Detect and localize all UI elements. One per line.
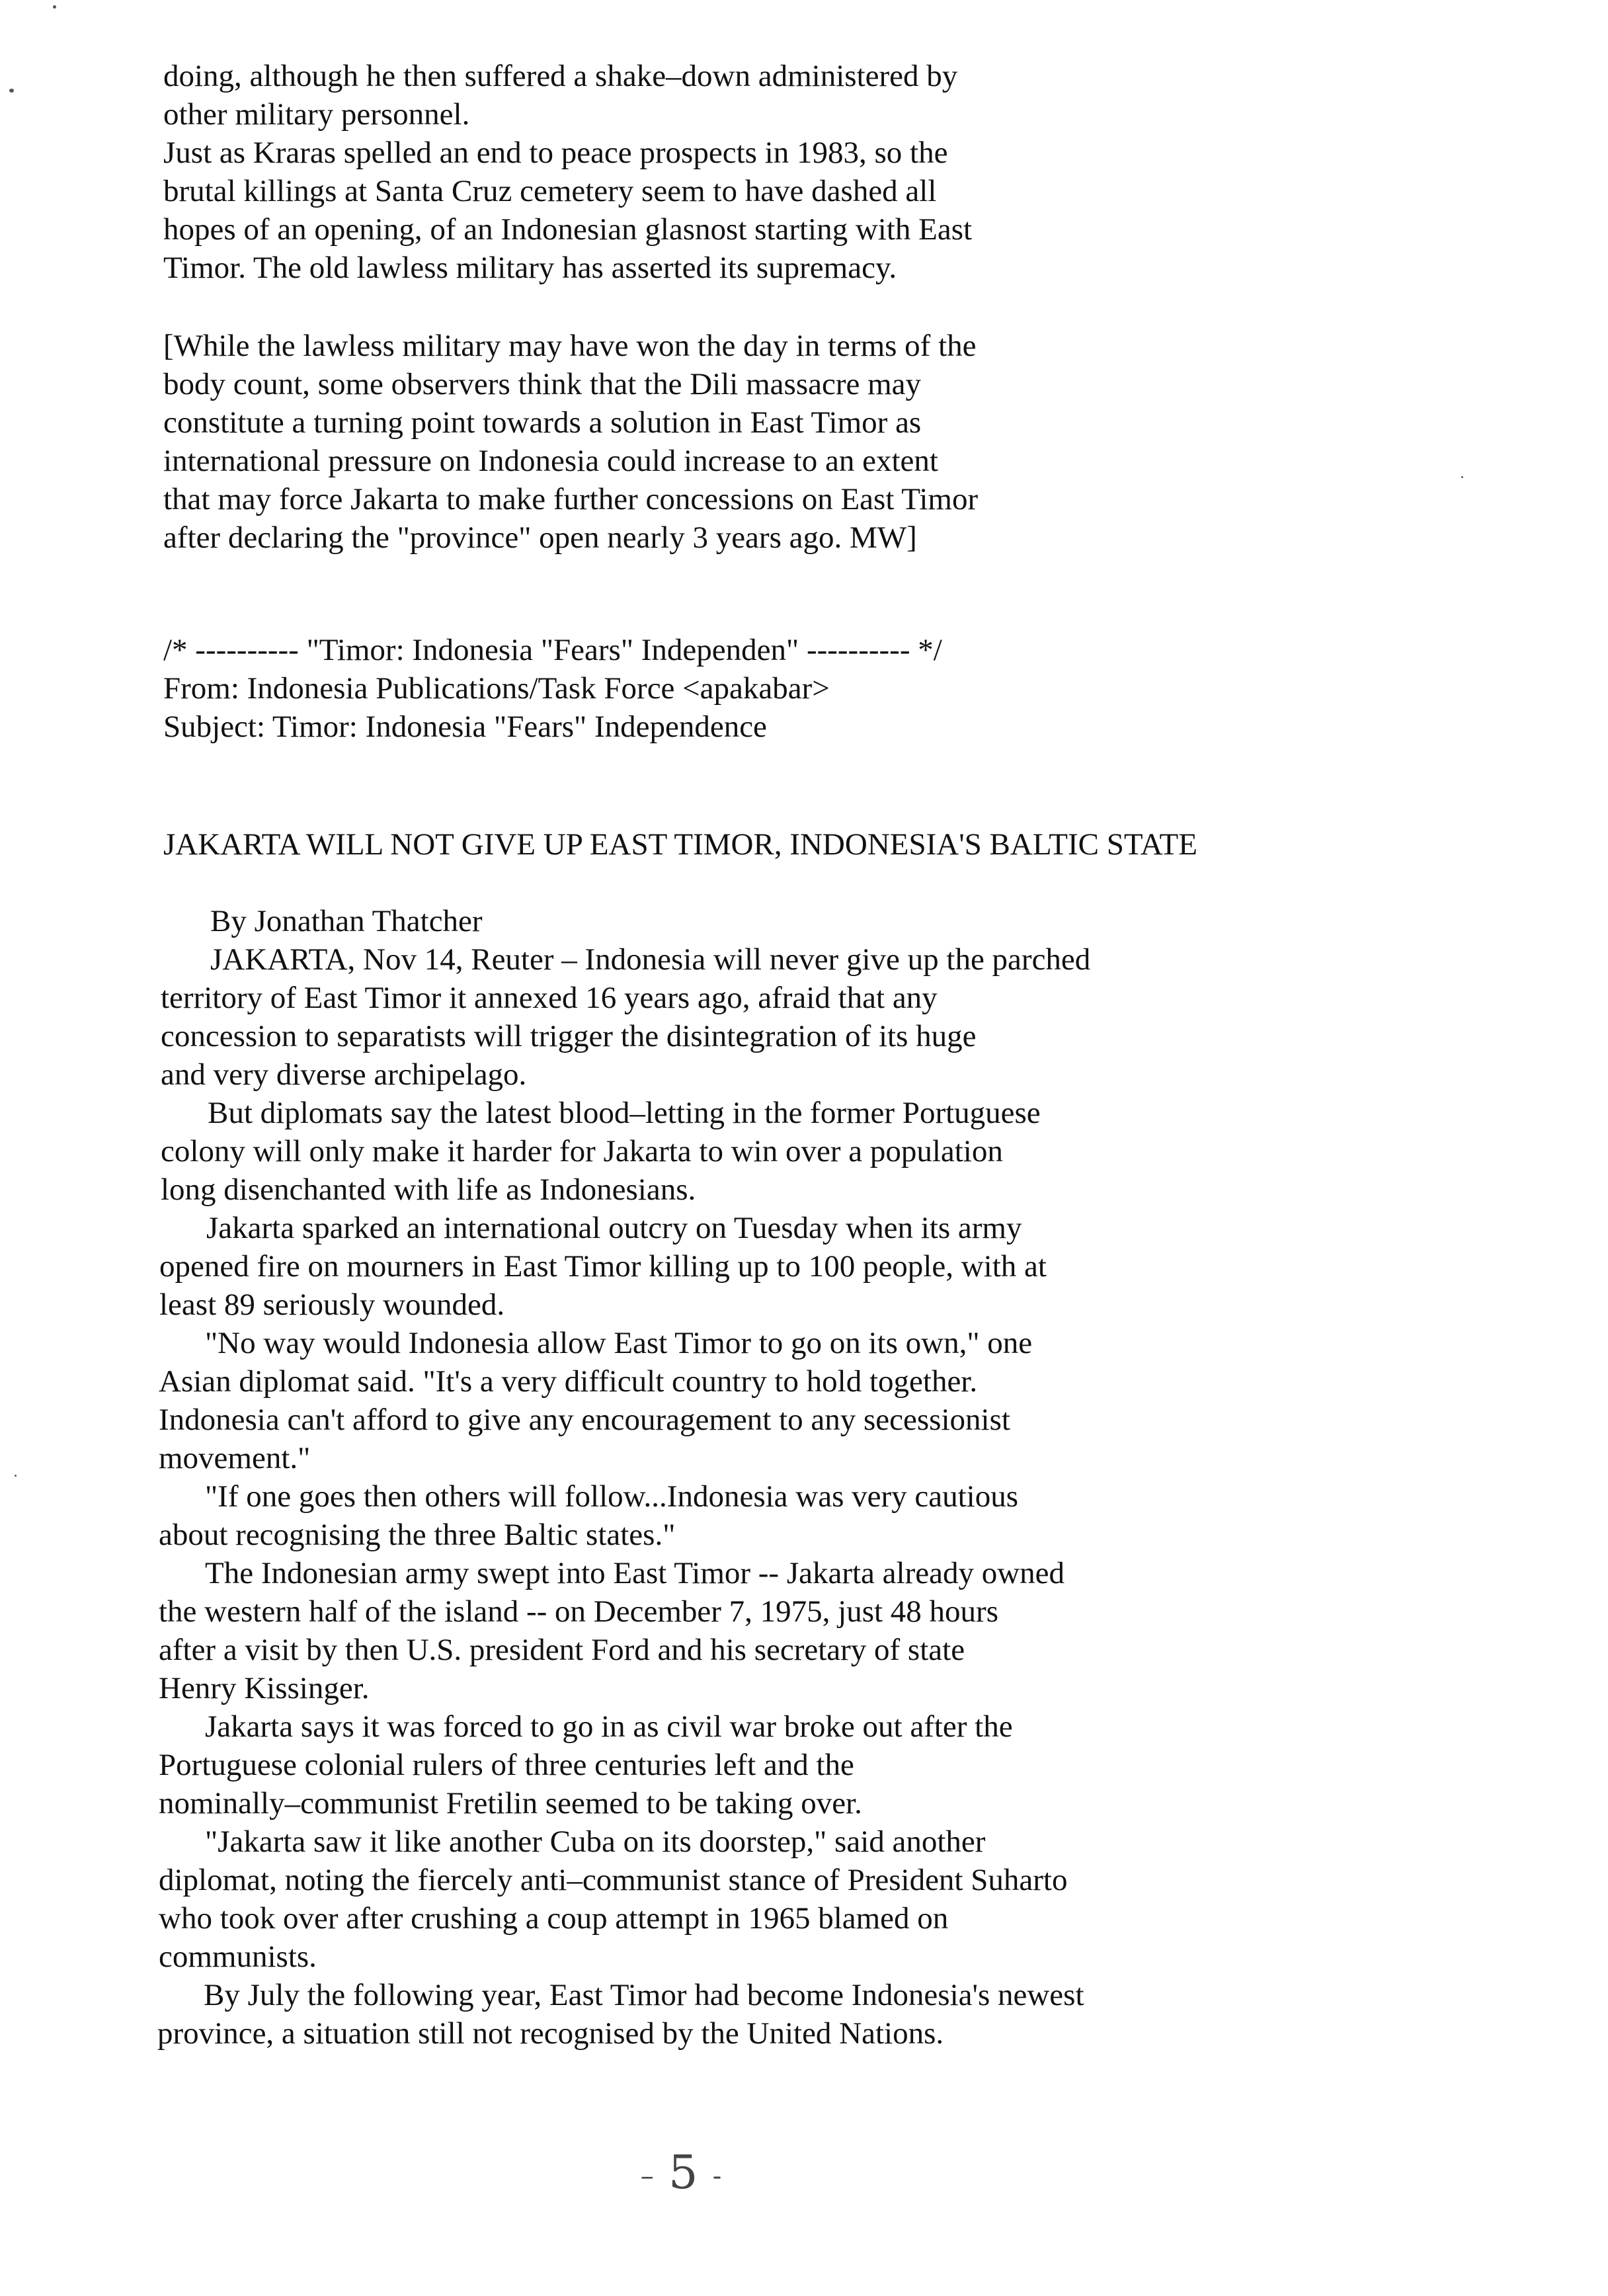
article-line: nominally–communist Fretilin seemed to be taking over. — [159, 1786, 862, 1821]
article-line: diplomat, noting the fiercely anti–communist stance of President Suharto — [159, 1863, 1068, 1897]
article-line: But diplomats say the latest blood–letting in the former Portuguese — [208, 1096, 1041, 1130]
editor-note-line: that may force Jakarta to make further concessions on East Timor — [163, 482, 979, 516]
article-line: the western half of the island -- on December 7, 1975, just 48 hours — [159, 1594, 998, 1629]
editor-note-line: [While the lawless military may have won the day in terms of the — [163, 329, 977, 363]
scan-speck — [15, 1475, 17, 1477]
article-line: By July the following year, East Timor had become Indonesia's newest — [204, 1978, 1084, 2012]
continuation-line: Timor. The old lawless military has asserted its supremacy. — [163, 251, 897, 285]
article-line: Jakarta says it was forced to go in as civil war broke out after the — [205, 1709, 1013, 1744]
message-subject: Subject: Timor: Indonesia "Fears" Independence — [163, 710, 767, 744]
page-number-dash: - — [712, 2161, 722, 2192]
article-line: Asian diplomat said. "It's a very difficult country to hold together. — [159, 1364, 978, 1399]
article-line: Portuguese colonial rulers of three centuries left and the — [159, 1748, 854, 1782]
article-line: "Jakarta saw it like another Cuba on its doorstep," said another — [205, 1824, 986, 1859]
article-line: long disenchanted with life as Indonesians. — [161, 1172, 696, 1207]
article-line: "If one goes then others will follow...Indonesia was very cautious — [205, 1479, 1019, 1514]
article-line: opened fire on mourners in East Timor killing up to 100 people, with at — [159, 1249, 1047, 1284]
article-line: movement." — [159, 1441, 311, 1475]
editor-note-line: body count, some observers think that the Dili massacre may — [163, 367, 922, 401]
article-line: least 89 seriously wounded. — [159, 1288, 505, 1322]
article-byline: By Jonathan Thatcher — [210, 904, 483, 938]
message-from: From: Indonesia Publications/Task Force <apakabar> — [163, 671, 830, 706]
article-line: after a visit by then U.S. president Ford and his secretary of state — [159, 1633, 965, 1667]
continuation-line: hopes of an opening, of an Indonesian glasnost starting with East — [163, 212, 973, 247]
editor-note-line: constitute a turning point towards a solution in East Timor as — [163, 405, 922, 440]
article-line: "No way would Indonesia allow East Timor to go on its own," one — [205, 1326, 1033, 1360]
message-separator: /* ---------- "Timor: Indonesia "Fears" Independen" ---------- */ — [163, 633, 942, 667]
article-line: colony will only make it harder for Jakarta to win over a population — [161, 1134, 1003, 1168]
article-line: and very diverse archipelago. — [161, 1057, 527, 1092]
article-line: Henry Kissinger. — [159, 1671, 370, 1705]
article-line: territory of East Timor it annexed 16 years ago, afraid that any — [161, 981, 938, 1015]
continuation-line: other military personnel. — [163, 97, 470, 132]
page-number-dash: – — [640, 2161, 654, 2192]
article-line: who took over after crushing a coup attempt in 1965 blamed on — [159, 1901, 949, 1936]
scan-speck — [9, 89, 14, 93]
article-headline: JAKARTA WILL NOT GIVE UP EAST TIMOR, INDONESIA'S BALTIC STATE — [163, 827, 1197, 862]
article-line: communists. — [159, 1940, 317, 1974]
article-line: province, a situation still not recognised by the United Nations. — [157, 2016, 944, 2051]
continuation-line: Just as Kraras spelled an end to peace prospects in 1983, so the — [163, 136, 948, 170]
article-line: Jakarta sparked an international outcry on Tuesday when its army — [206, 1211, 1022, 1245]
page-number — [615, 2143, 747, 2202]
article-line: Indonesia can't afford to give any encouragement to any secessionist — [159, 1403, 1010, 1437]
page-number-value: 5 — [668, 2145, 698, 2199]
article-line: about recognising the three Baltic states." — [159, 1518, 676, 1552]
editor-note-line: after declaring the "province" open nearly 3 years ago. MW] — [163, 520, 917, 555]
article-line: The Indonesian army swept into East Timor -- Jakarta already owned — [205, 1556, 1065, 1590]
continuation-line: doing, although he then suffered a shake–down administered by — [163, 59, 958, 93]
scan-speck — [1461, 476, 1463, 478]
editor-note-line: international pressure on Indonesia could increase to an extent — [163, 444, 938, 478]
article-line: JAKARTA, Nov 14, Reuter – Indonesia will never give up the parched — [210, 942, 1091, 977]
continuation-line: brutal killings at Santa Cruz cemetery seem to have dashed all — [163, 174, 937, 208]
article-line: concession to separatists will trigger the disintegration of its huge — [161, 1019, 977, 1053]
scan-speck — [53, 5, 56, 9]
